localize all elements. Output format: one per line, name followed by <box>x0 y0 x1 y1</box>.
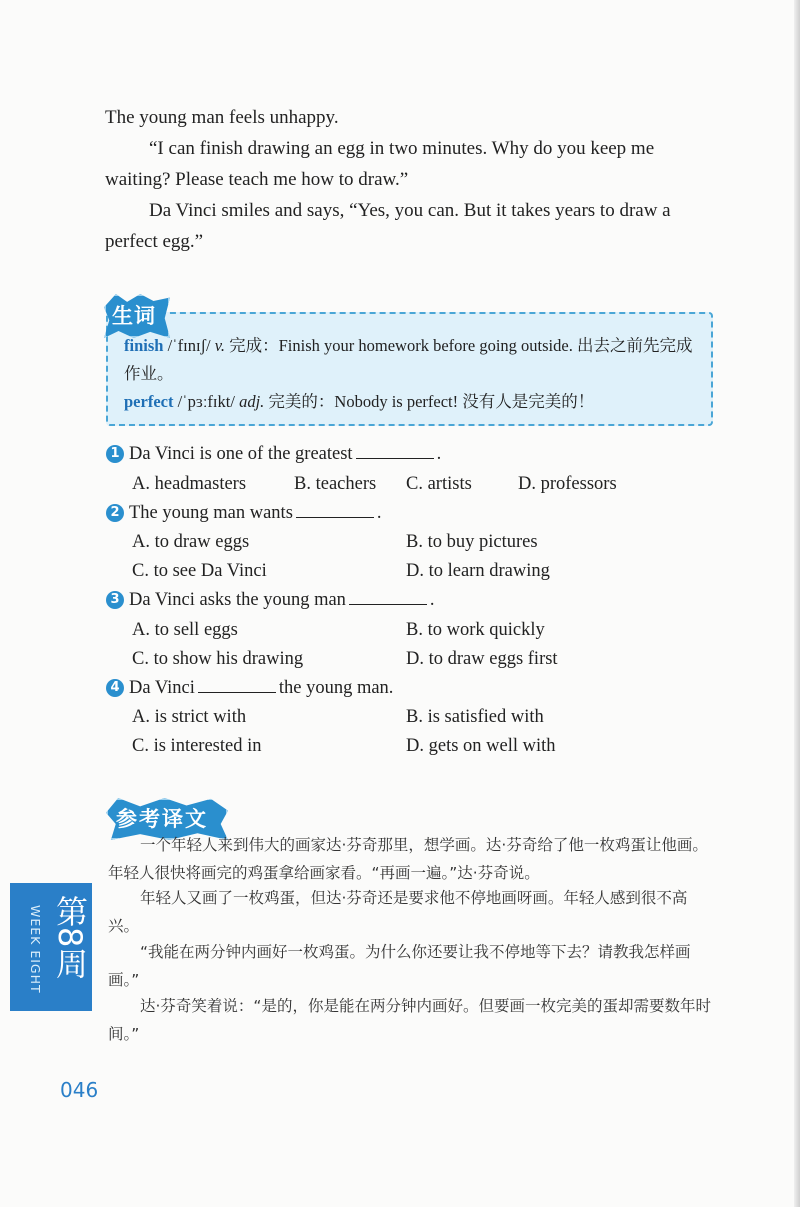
vocab-phonetic: /ˈpɜːfɪkt/ <box>177 392 235 411</box>
question-number-badge: 4 <box>106 679 124 697</box>
vocab-entry-finish <box>124 332 704 388</box>
option-d[interactable]: D. to learn drawing <box>406 561 550 581</box>
vocab-word: perfect <box>124 392 174 411</box>
answer-blank[interactable] <box>356 442 434 459</box>
vocab-meaning: 完美的： <box>268 392 335 411</box>
option-a[interactable]: A. is strict with <box>132 707 247 727</box>
vocab-phonetic: /ˈfɪnɪʃ/ <box>167 336 211 355</box>
option-c[interactable]: C. is interested in <box>132 736 262 756</box>
question-text-end: . <box>436 444 442 464</box>
vocab-example: Finish your homework before going outside. 出去之前先完成作业。 <box>124 336 693 383</box>
option-b[interactable]: B. is satisfied with <box>406 707 544 727</box>
question-text: Da Vinci is one of the greatest <box>129 444 353 464</box>
story-paragraph-2: “I can finish drawing an egg in two minutes. Why do you keep me waiting? Please teach me how to draw.” <box>105 138 655 190</box>
page-number: 046 <box>60 1078 99 1102</box>
vocab-pos: v. <box>214 336 225 355</box>
option-c[interactable]: C. artists <box>406 474 472 494</box>
question-text: Da Vinci <box>129 678 195 698</box>
question-text-end: . <box>376 503 382 523</box>
story-paragraph-3: Da Vinci smiles and says, “Yes, you can. But it takes years to draw a perfect egg.” <box>105 200 671 252</box>
vocab-word: finish <box>124 336 164 355</box>
story-paragraph-1: The young man feels unhappy. <box>105 107 339 128</box>
option-a[interactable]: A. headmasters <box>132 474 247 494</box>
question-text: The young man wants <box>129 503 293 523</box>
week-label-chinese: 第8周 <box>51 895 89 980</box>
option-d[interactable]: D. to draw eggs first <box>406 649 558 669</box>
translation-paragraph-1: 一个年轻人来到伟大的画家达·芬奇那里，想学画。达·芬奇给了他一枚鸡蛋让他画。年轻人很快将画完的鸡蛋拿给画家看。“再画一遍。”达·芬奇说。 <box>108 836 708 882</box>
option-a[interactable]: A. to draw eggs <box>132 532 250 552</box>
page-edge <box>794 0 800 1207</box>
answer-blank[interactable] <box>349 588 427 605</box>
option-c[interactable]: C. to show his drawing <box>132 649 304 669</box>
option-a[interactable]: A. to sell eggs <box>132 620 238 640</box>
vocabulary-tag-label: 生词 <box>112 304 156 328</box>
option-d[interactable]: D. gets on well with <box>406 736 556 756</box>
answer-blank[interactable] <box>296 501 374 518</box>
translation-tag-label: 参考译文 <box>116 807 208 831</box>
vocab-pos: adj. <box>239 392 265 411</box>
question-3 <box>106 587 435 613</box>
option-b[interactable]: B. teachers <box>294 474 377 494</box>
option-d[interactable]: D. professors <box>518 474 617 494</box>
question-text-end: . <box>429 590 435 610</box>
vocab-meaning: 完成： <box>229 336 279 355</box>
answer-blank[interactable] <box>198 676 276 693</box>
translation-paragraph-3: “我能在两分钟内画好一枚鸡蛋。为什么你还要让我不停地等下去？请教我怎样画画。” <box>108 943 691 989</box>
option-b[interactable]: B. to work quickly <box>406 620 545 640</box>
question-number-badge: 3 <box>106 591 124 609</box>
week-label-english: WEEK EIGHT <box>28 905 43 994</box>
translation-paragraph-4: 达·芬奇笑着说：“是的，你是能在两分钟内画好。但要画一枚完美的蛋却需要数年时间。” <box>108 997 711 1043</box>
vocab-example: Nobody is perfect! 没有人是完美的！ <box>334 392 595 411</box>
option-c[interactable]: C. to see Da Vinci <box>132 561 267 581</box>
question-number-badge: 2 <box>106 504 124 522</box>
translation-paragraph-2: 年轻人又画了一枚鸡蛋，但达·芬奇还是要求他不停地画呀画。年轻人感到很不高兴。 <box>108 889 688 935</box>
question-1 <box>106 441 441 467</box>
question-4 <box>106 675 393 701</box>
vocab-entry-perfect <box>124 388 704 416</box>
question-2 <box>106 500 382 526</box>
question-text: Da Vinci asks the young man <box>129 590 346 610</box>
question-number-badge: 1 <box>106 445 124 463</box>
option-b[interactable]: B. to buy pictures <box>406 532 538 552</box>
question-text-end: the young man. <box>278 678 394 698</box>
